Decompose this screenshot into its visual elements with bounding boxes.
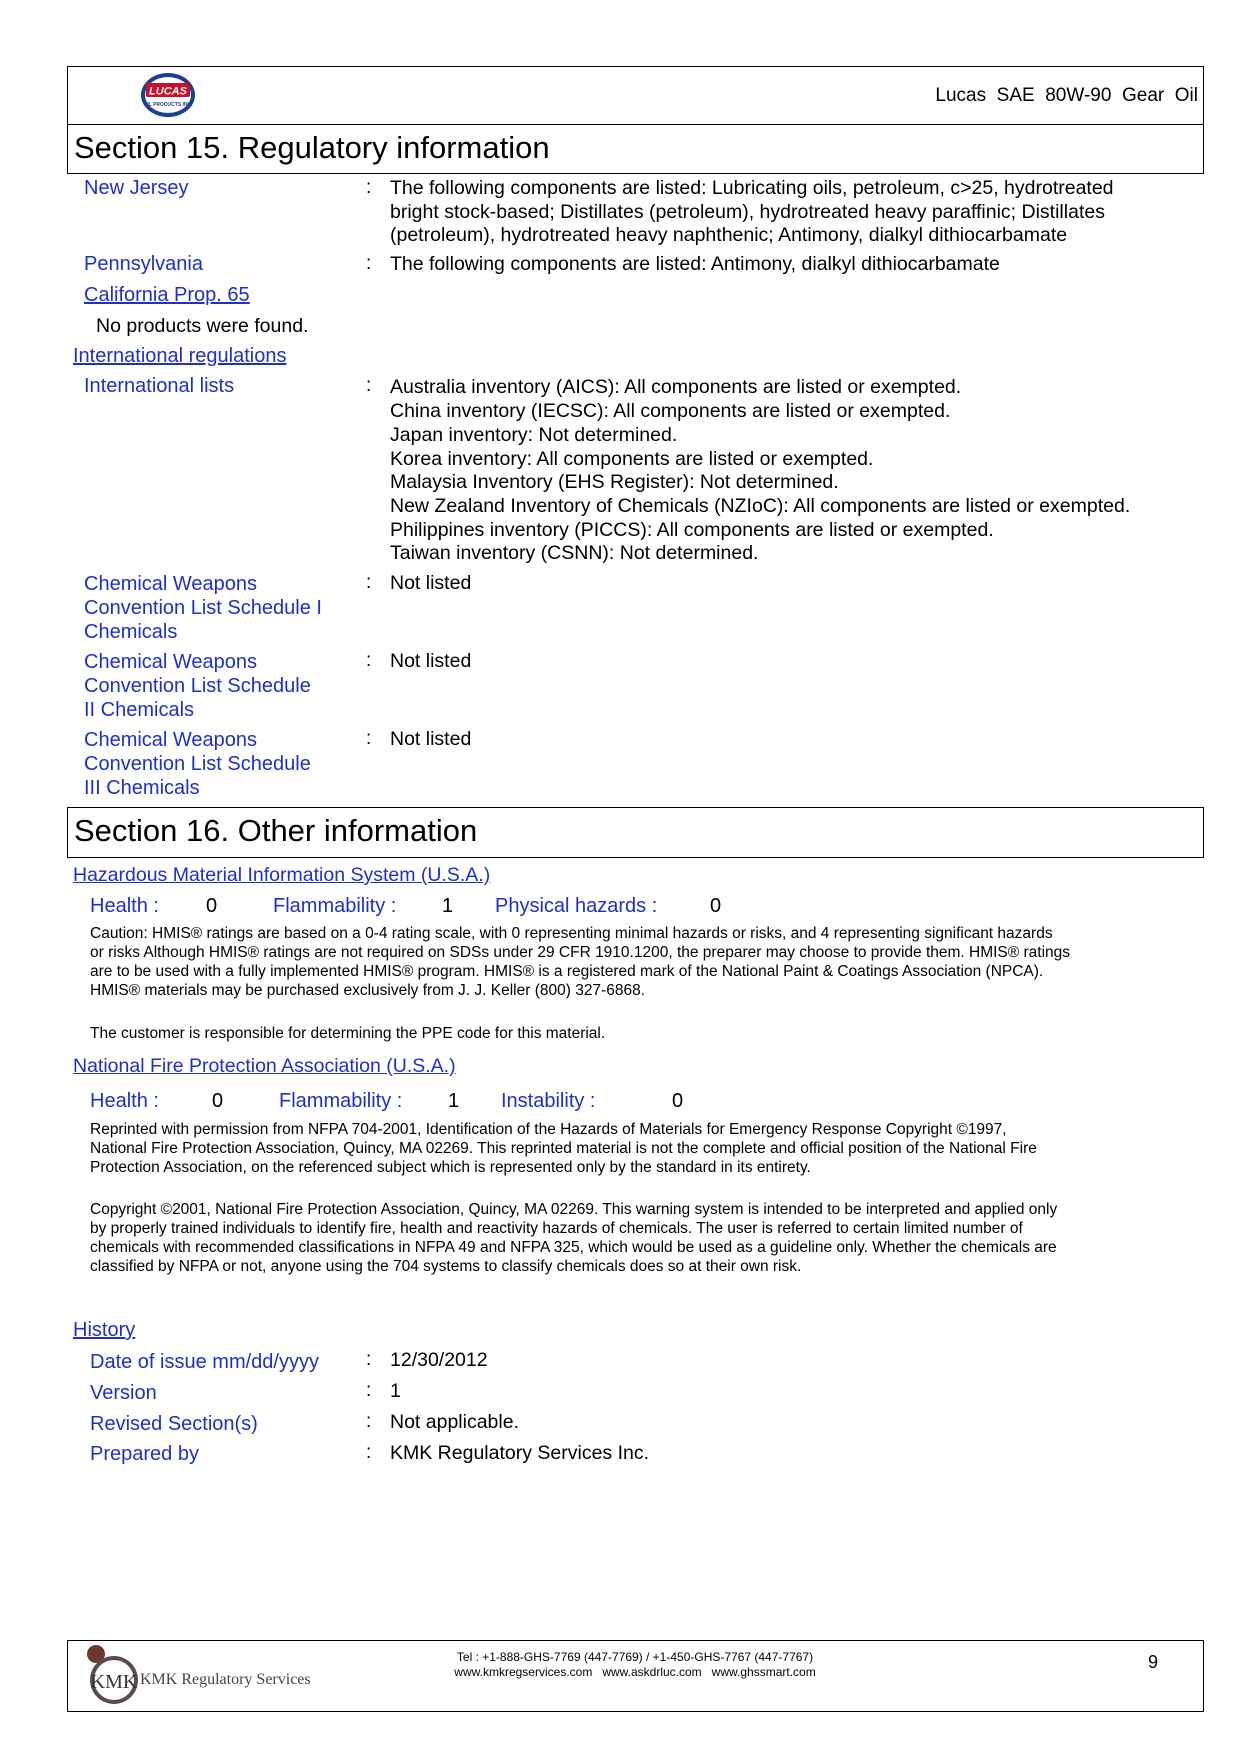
hmis-flammability-label: Flammability :: [273, 895, 397, 917]
hmis-physical-hazards-label: Physical hazards :: [495, 895, 658, 917]
cwc-schedule-3-value: Not listed: [390, 728, 472, 750]
california-prop65-link[interactable]: California Prop. 65: [84, 284, 250, 306]
history-heading-link[interactable]: History: [73, 1319, 136, 1341]
history-date-label: Date of issue mm/dd/yyyy: [90, 1351, 319, 1373]
kmk-logo-icon: [82, 1645, 148, 1707]
pennsylvania-colon: :: [366, 253, 372, 274]
nfpa-copyright-line-3: chemicals with recommended classifications in NFPA 49 and NFPA 325, which would be used as a guideline only. Whether the chemicals are: [90, 1239, 1057, 1256]
cwc-schedule-1-label-line-2: Convention List Schedule I: [84, 597, 322, 619]
history-prepared-value: KMK Regulatory Services Inc.: [390, 1442, 650, 1464]
nfpa-heading-link[interactable]: National Fire Protection Association (U.S.A.): [73, 1055, 456, 1077]
inventory-line-4: Korea inventory: All components are listed or exempted.: [390, 448, 874, 470]
international-regulations-link[interactable]: International regulations: [73, 345, 287, 367]
inventory-line-8: Taiwan inventory (CSNN): Not determined.: [390, 542, 759, 564]
product-name: Lucas SAE 80W-90 Gear Oil: [935, 85, 1198, 106]
international-lists-label: International lists: [84, 375, 235, 397]
kmk-company-name: KMK Regulatory Services: [140, 1671, 311, 1688]
history-prepared-label: Prepared by: [90, 1443, 199, 1465]
hmis-physical-hazards-value: 0: [710, 895, 722, 917]
cwc-schedule-3-colon: :: [366, 728, 372, 749]
nfpa-copyright-line-1: Copyright ©2001, National Fire Protection Association, Quincy, MA 02269. This warning system is intended to be interpreted and applied only: [90, 1201, 1058, 1218]
nfpa-health-value: 0: [212, 1090, 224, 1112]
cwc-schedule-1-label-line-1: Chemical Weapons: [84, 573, 258, 595]
cwc-schedule-2-value: Not listed: [390, 650, 472, 672]
pennsylvania-label: Pennsylvania: [84, 253, 203, 275]
section-15-title: Section 15. Regulatory information: [67, 124, 1204, 174]
hmis-caution-line-3: are to be used with a fully implemented HMIS® program. HMIS® is a registered mark of the National Paint & Coatings Association (NPCA).: [90, 963, 1044, 980]
section-16-title: Section 16. Other information: [67, 807, 1204, 858]
nfpa-health-label: Health :: [90, 1090, 159, 1112]
cwc-schedule-1-label-line-3: Chemicals: [84, 621, 178, 643]
inventory-line-3: Japan inventory: Not determined.: [390, 424, 678, 446]
nfpa-copyright-line-2: by properly trained individuals to identify fire, health and reactivity hazards of chemicals. The user is referred to certain limited number of: [90, 1220, 1023, 1237]
history-date-colon: :: [366, 1349, 372, 1370]
inventory-line-6: New Zealand Inventory of Chemicals (NZIoC): All components are listed or exempted.: [390, 495, 1131, 517]
hmis-health-value: 0: [206, 895, 218, 917]
international-lists-colon: :: [366, 375, 372, 396]
history-revised-value: Not applicable.: [390, 1411, 519, 1433]
pennsylvania-value: The following components are listed: Antimony, dialkyl dithiocarbamate: [390, 253, 1000, 275]
nfpa-flammability-label: Flammability :: [279, 1090, 403, 1112]
lucas-logo: [138, 70, 198, 120]
history-version-colon: :: [366, 1380, 372, 1401]
cwc-schedule-2-label-line-2: Convention List Schedule: [84, 675, 311, 697]
cwc-schedule-2-colon: :: [366, 650, 372, 671]
cwc-schedule-3-label-line-2: Convention List Schedule: [84, 753, 311, 775]
logo-subtext: OIL PRODUCTS INC.: [143, 102, 193, 108]
history-revised-colon: :: [366, 1411, 372, 1432]
new-jersey-colon: :: [366, 177, 372, 198]
kmk-logo: [82, 1645, 148, 1707]
history-version-value: 1: [390, 1380, 401, 1402]
footer-websites: www.kmkregservices.com www.askdrluc.com www.ghssmart.com: [454, 1665, 816, 1679]
kmk-logo-initials: KMK: [90, 1671, 138, 1693]
ppe-note: The customer is responsible for determining the PPE code for this material.: [90, 1025, 606, 1042]
history-date-value: 12/30/2012: [390, 1349, 488, 1371]
nfpa-copyright-line-4: classified by NFPA or not, anyone using the 704 systems to classify chemicals does so at their own risk.: [90, 1258, 802, 1275]
page-number: 9: [1148, 1652, 1159, 1672]
cwc-schedule-3-label-line-3: III Chemicals: [84, 777, 200, 799]
new-jersey-line-2: bright stock-based; Distillates (petroleum), hydrotreated heavy paraffinic; Distillates: [390, 201, 1105, 223]
history-revised-label: Revised Section(s): [90, 1413, 258, 1435]
hmis-flammability-value: 1: [442, 895, 454, 917]
hmis-caution-line-4: HMIS® materials may be purchased exclusively from J. J. Keller (800) 327-6868.: [90, 982, 646, 999]
nfpa-instability-value: 0: [672, 1090, 684, 1112]
history-version-label: Version: [90, 1382, 157, 1404]
nfpa-instability-label: Instability :: [501, 1090, 596, 1112]
hmis-caution-line-1: Caution: HMIS® ratings are based on a 0-4 rating scale, with 0 representing minimal hazards or risks, and 4 representing significant hazards: [90, 925, 1053, 942]
nfpa-reprint-line-1: Reprinted with permission from NFPA 704-2001, Identification of the Hazards of Materials for Emergency Response Copyright ©1997,: [90, 1121, 1007, 1138]
cwc-schedule-1-colon: :: [366, 572, 372, 593]
history-prepared-colon: :: [366, 1442, 372, 1463]
hmis-health-label: Health :: [90, 895, 159, 917]
nfpa-flammability-value: 1: [448, 1090, 460, 1112]
logo-text: LUCAS: [149, 85, 187, 98]
inventory-line-2: China inventory (IECSC): All components are listed or exempted.: [390, 400, 951, 422]
new-jersey-line-3: (petroleum), hydrotreated heavy naphthenic; Antimony, dialkyl dithiocarbamate: [390, 224, 1068, 246]
hmis-caution-line-2: or risks Although HMIS® ratings are not required on SDSs under 29 CFR 1910.1200, the preparer may choose to provide them. HMIS® ratings: [90, 944, 1071, 961]
cwc-schedule-2-label-line-3: II Chemicals: [84, 699, 195, 721]
nfpa-reprint-line-3: Protection Association, on the referenced subject which is represented only by the standard in its entirety.: [90, 1159, 811, 1176]
new-jersey-label: New Jersey: [84, 177, 189, 199]
cwc-schedule-1-value: Not listed: [390, 572, 472, 594]
inventory-line-7: Philippines inventory (PICCS): All components are listed or exempted.: [390, 519, 994, 541]
nfpa-reprint-line-2: National Fire Protection Association, Quincy, MA 02269. This reprinted material is not the complete and official position of the National Fire: [90, 1140, 1037, 1157]
cwc-schedule-3-label-line-1: Chemical Weapons: [84, 729, 258, 751]
hmis-heading-link[interactable]: Hazardous Material Information System (U.S.A.): [73, 864, 491, 886]
cwc-schedule-2-label-line-1: Chemical Weapons: [84, 651, 258, 673]
new-jersey-line-1: The following components are listed: Lubricating oils, petroleum, c>25, hydrotreated: [390, 177, 1114, 199]
inventory-line-1: Australia inventory (AICS): All components are listed or exempted.: [390, 376, 962, 398]
california-note: No products were found.: [96, 315, 309, 337]
inventory-line-5: Malaysia Inventory (EHS Register): Not determined.: [390, 471, 839, 493]
lucas-logo-icon: [138, 70, 198, 120]
footer-tel: Tel : +1-888-GHS-7769 (447-7769) / +1-450-GHS-7767 (447-7767): [456, 1650, 814, 1664]
